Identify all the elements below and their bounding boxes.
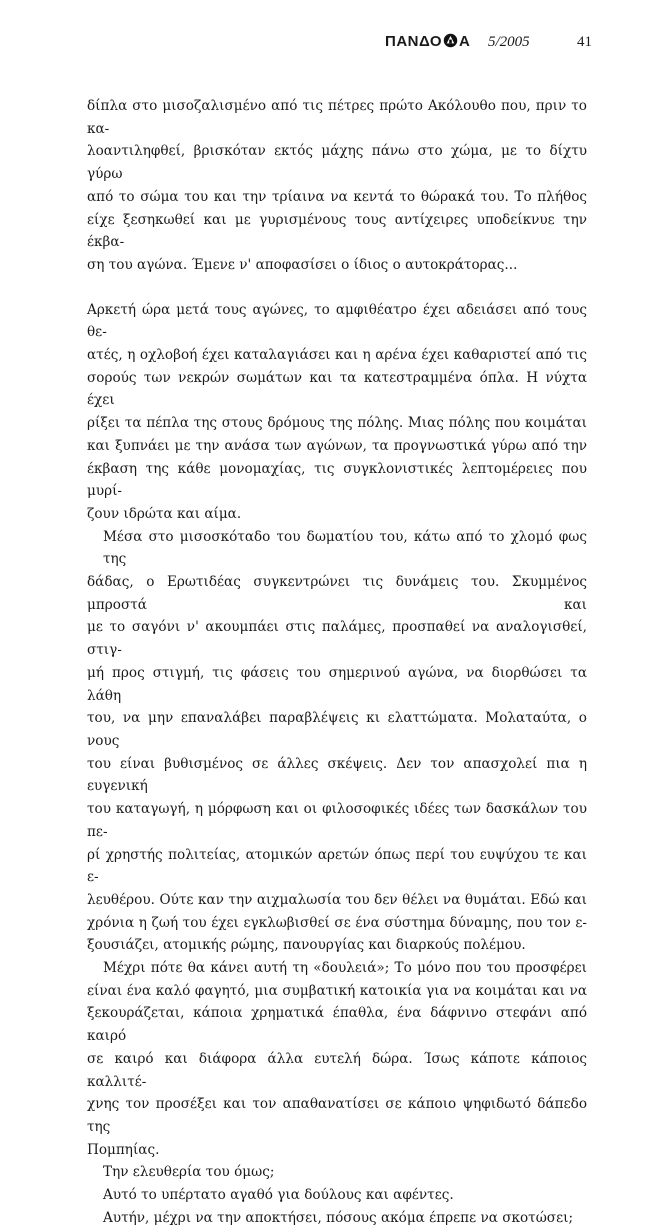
- text-line: μή προς στιγμή, τις φάσεις του σημερινού αγώνα, να διορθώσει τα λάθη: [87, 664, 587, 704]
- text-line: Μέσα στο μισοσκόταδο του δωματίου του, κάτω από το χλομό φως της: [103, 528, 587, 568]
- paragraph-1: [87, 95, 587, 277]
- text-line: ρίξει τα πέπλα της στους δρόμους της πόλης. Μιας πόλης που κοιμάται: [87, 415, 587, 432]
- text-line: του είναι βυθισμένος σε άλλες σκέψεις. Δεν τον απασχολεί πια η ευγενική: [87, 755, 587, 795]
- text-line: Πομπηίας.: [87, 1141, 160, 1158]
- text-line: είναι ένα καλό φαγητό, μια συμβατική κατοικία για να κοιμάται και να: [87, 982, 587, 999]
- text-line: ση του αγώνα. Έμενε ν' αποφασίσει ο ίδιος ο αυτοκράτορας...: [87, 256, 518, 273]
- paragraph-4: [87, 957, 587, 1161]
- paragraph-5: [87, 1161, 587, 1184]
- paragraph-6: [87, 1184, 587, 1207]
- magazine-logo-icon: [443, 33, 458, 48]
- text-line: λευθέρου. Ούτε καν την αιχμαλωσία του δεν θέλει να θυμάται. Εδώ και: [87, 891, 587, 908]
- text-line: από το σώμα του και την τρίαινα να κεντά το θώρακά του. Το πλήθος: [87, 188, 587, 205]
- running-header: [385, 33, 635, 55]
- paragraph-3: [87, 526, 587, 957]
- paragraph-7: [87, 1207, 587, 1229]
- magazine-title-left: ΠΑΝΔΟ: [385, 33, 443, 50]
- text-line: χνης τον προσέξει και τον απαθανατίσει σε κάποιο ψηφιδωτό δάπεδο της: [87, 1096, 587, 1135]
- text-line: και ξυπνάει με την ανάσα των αγώνων, τα προγνωστικά γύρω από την: [87, 437, 587, 454]
- text-line: ζουν ιδρώτα και αίμα.: [87, 505, 242, 522]
- text-line: ξουσιάζει, ατομικής ρώμης, πανουργίας και διαρκούς πολέμου.: [87, 937, 526, 954]
- text-line: Αρκετή ώρα μετά τους αγώνες, το αμφιθέατρο έχει αδειάσει από τους θε-: [87, 301, 587, 341]
- text-line: Αυτήν, μέχρι να την αποκτήσει, πόσους ακόμα έπρεπε να σκοτώσει;: [103, 1209, 574, 1226]
- text-line: ξεκουράζεται, κάποια χρηματικά έπαθλα, ένα δάφνινο στεφάνι από καιρό: [87, 1005, 587, 1045]
- magazine-title-right: Α: [459, 33, 471, 50]
- text-line: ρί χρηστής πολιτείας, ατομικών αρετών όπως περί του ευψύχου τε και ε-: [87, 846, 587, 886]
- text-line: λοαντιληφθεί, βρισκόταν εκτός μάχης πάνω στο χώμα, με το δίχτυ γύρω: [87, 143, 587, 183]
- text-line: ατές, η οχλοβοή έχει καταλαγιάσει και η αρένα έχει καθαριστεί από τις: [87, 347, 587, 364]
- text-line: του καταγωγή, η μόρφωση και οι φιλοσοφικές ιδέες των δασκάλων του πε-: [87, 801, 587, 840]
- article-body: [87, 95, 587, 1229]
- page-number: 41: [577, 34, 592, 50]
- text-line: χρόνια η ζωή του έχει εγκλωβισθεί σε ένα σύστημα δύναμης, που τον ε-: [87, 914, 587, 931]
- text-line: σε καιρό και διάφορα άλλα ευτελή δώρα. Ίσως κάποτε κάποιος καλλιτέ-: [87, 1050, 587, 1090]
- section-break: [87, 277, 587, 299]
- text-line: δίπλα στο μισοζαλισμένο από τις πέτρες πρώτο Ακόλουθο που, πριν το κα-: [87, 98, 587, 137]
- text-line: έκβαση της κάθε μονομαχίας, τις συγκλονιστικές λεπτομέρειες που μυρί-: [87, 460, 587, 500]
- text-line: δάδας, ο Ερωτιδέας συγκεντρώνει τις δυνάμεις του. Σκυμμένος μπροστά και: [87, 574, 587, 613]
- text-line: είχε ξεσηκωθεί και με γυρισμένους τους αντίχειρες υποδείκνυε την έκβα-: [87, 211, 587, 251]
- text-line: Την ελευθερία του όμως;: [103, 1164, 275, 1181]
- text-line: του, να μην επαναλάβει παραβλέψεις κι ελαττώματα. Μολαταύτα, ο νους: [87, 710, 587, 749]
- text-line: Αυτό το υπέρτατο αγαθό για δούλους και αφέντες.: [103, 1187, 454, 1204]
- text-line: σορούς των νεκρών σωμάτων και τα κατεστραμμένα όπλα. Η νύχτα έχει: [87, 369, 587, 409]
- text-line: Μέχρι πότε θα κάνει αυτή τη «δουλειά»; Το μόνο που του προσφέρει: [103, 960, 587, 977]
- paragraph-2: [87, 299, 587, 526]
- issue-number: 5/2005: [488, 34, 530, 50]
- text-line: με το σαγόνι ν' ακουμπάει στις παλάμες, προσπαθεί να αναλογισθεί, στιγ-: [87, 619, 587, 659]
- magazine-title: [385, 33, 470, 50]
